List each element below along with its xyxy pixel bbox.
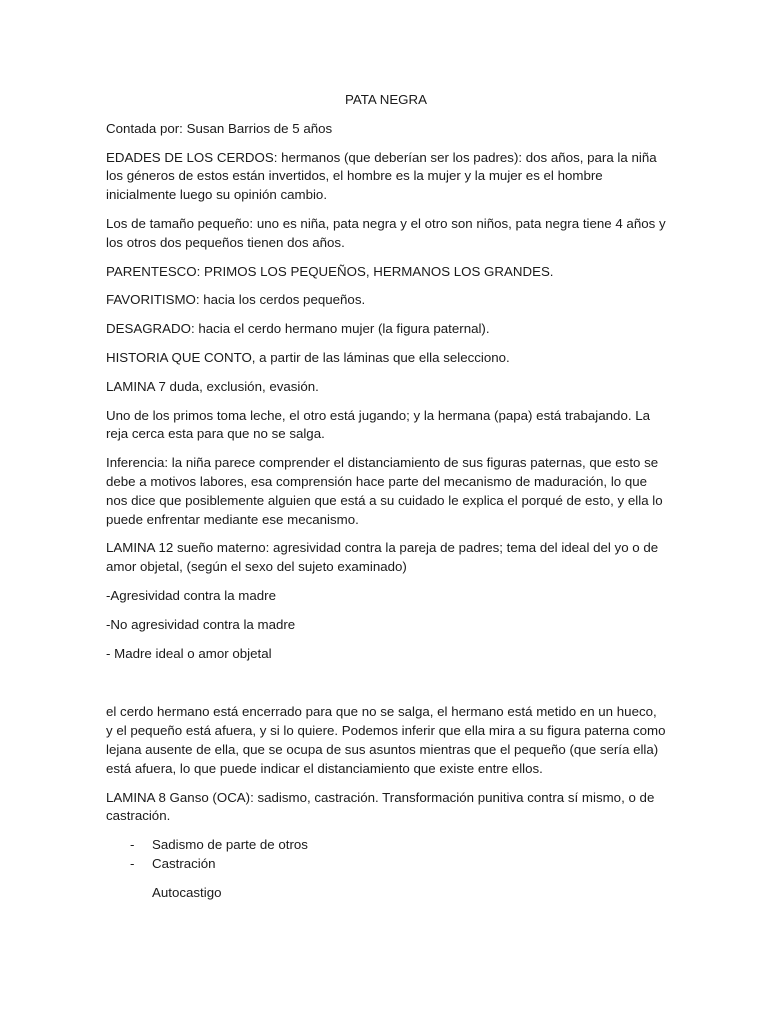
paragraph-lamina-7: LAMINA 7 duda, exclusión, evasión. (106, 378, 319, 394)
document-body (106, 91, 666, 903)
paragraph-lamina-12: LAMINA 12 sueño materno: agresividad contra la pareja de padres; tema del ideal del yo o de amor objetal, (según el sexo del sujeto examinado) (106, 540, 659, 575)
paragraph-aggression: -Agresividad contra la madre (106, 587, 276, 603)
paragraph-brother-pig: el cerdo hermano está encerrado para que no se salga, el hermano está metido en un hueco, y el pequeño está afuera, y si lo quiere. Podemos inferir que ella mira a su figura paterna como lejana ausente de ella, que se ocupa de sus asuntos mientras que el pequeño (que sería ella) está afuera, lo que puede indicar el distanciamiento que existe entre ellos. (106, 704, 666, 776)
paragraph-kinship: PARENTESCO: PRIMOS LOS PEQUEÑOS, HERMANOS LOS GRANDES. (106, 263, 554, 279)
paragraph-narrator: Contada por: Susan Barrios de 5 años (106, 120, 333, 136)
paragraph-cousins: Uno de los primos toma leche, el otro está jugando; y la hermana (papa) está trabajando. La reja cerca esta para que no se salga. (106, 407, 651, 442)
list-item (106, 836, 666, 855)
paragraph-story: HISTORIA QUE CONTO, a partir de las láminas que ella selecciono. (106, 349, 510, 365)
dash-bullet: - (130, 837, 135, 853)
list-item (106, 855, 666, 874)
paragraph-ideal-mother: - Madre ideal o amor objetal (106, 645, 272, 661)
bullet-list (106, 836, 666, 874)
paragraph-favoritism: FAVORITISMO: hacia los cerdos pequeños. (106, 292, 366, 308)
list-item-text: Castración (152, 855, 216, 871)
blank-line (106, 673, 666, 703)
sub-item-autocastigo: Autocastigo (152, 884, 222, 900)
paragraph-ages: EDADES DE LOS CERDOS: hermanos (que deberían ser los padres): dos años, para la niña los géneros de estos están invertidos, el hombre es la mujer y la mujer es el hombre inicialmente luego su opinión cambio. (106, 149, 657, 203)
dash-bullet: - (130, 855, 135, 871)
paragraph-lamina-8: LAMINA 8 Ganso (OCA): sadismo, castración. Transformación punitiva contra sí mismo, o de castración. (106, 789, 655, 824)
paragraph-dislike: DESAGRADO: hacia el cerdo hermano mujer (la figura paternal). (106, 321, 490, 337)
paragraph-no-aggression: -No agresividad contra la madre (106, 616, 296, 632)
list-item-text: Sadismo de parte de otros (152, 837, 308, 853)
paragraph-small-size: Los de tamaño pequeño: uno es niña, pata negra y el otro son niños, pata negra tiene 4 años y los otros dos pequeños tienen dos años. (106, 215, 666, 250)
paragraph-inference: Inferencia: la niña parece comprender el distanciamiento de sus figuras paternas, que esto se debe a motivos labores, esa comprensión hace parte del mecanismo de maduración, lo que nos dice que posiblemente alguien que está a su cuidado le explica el porqué de esto, y ella lo puede enfrentar mediante ese mecanismo. (106, 455, 663, 527)
document-title: PATA NEGRA (344, 92, 427, 107)
